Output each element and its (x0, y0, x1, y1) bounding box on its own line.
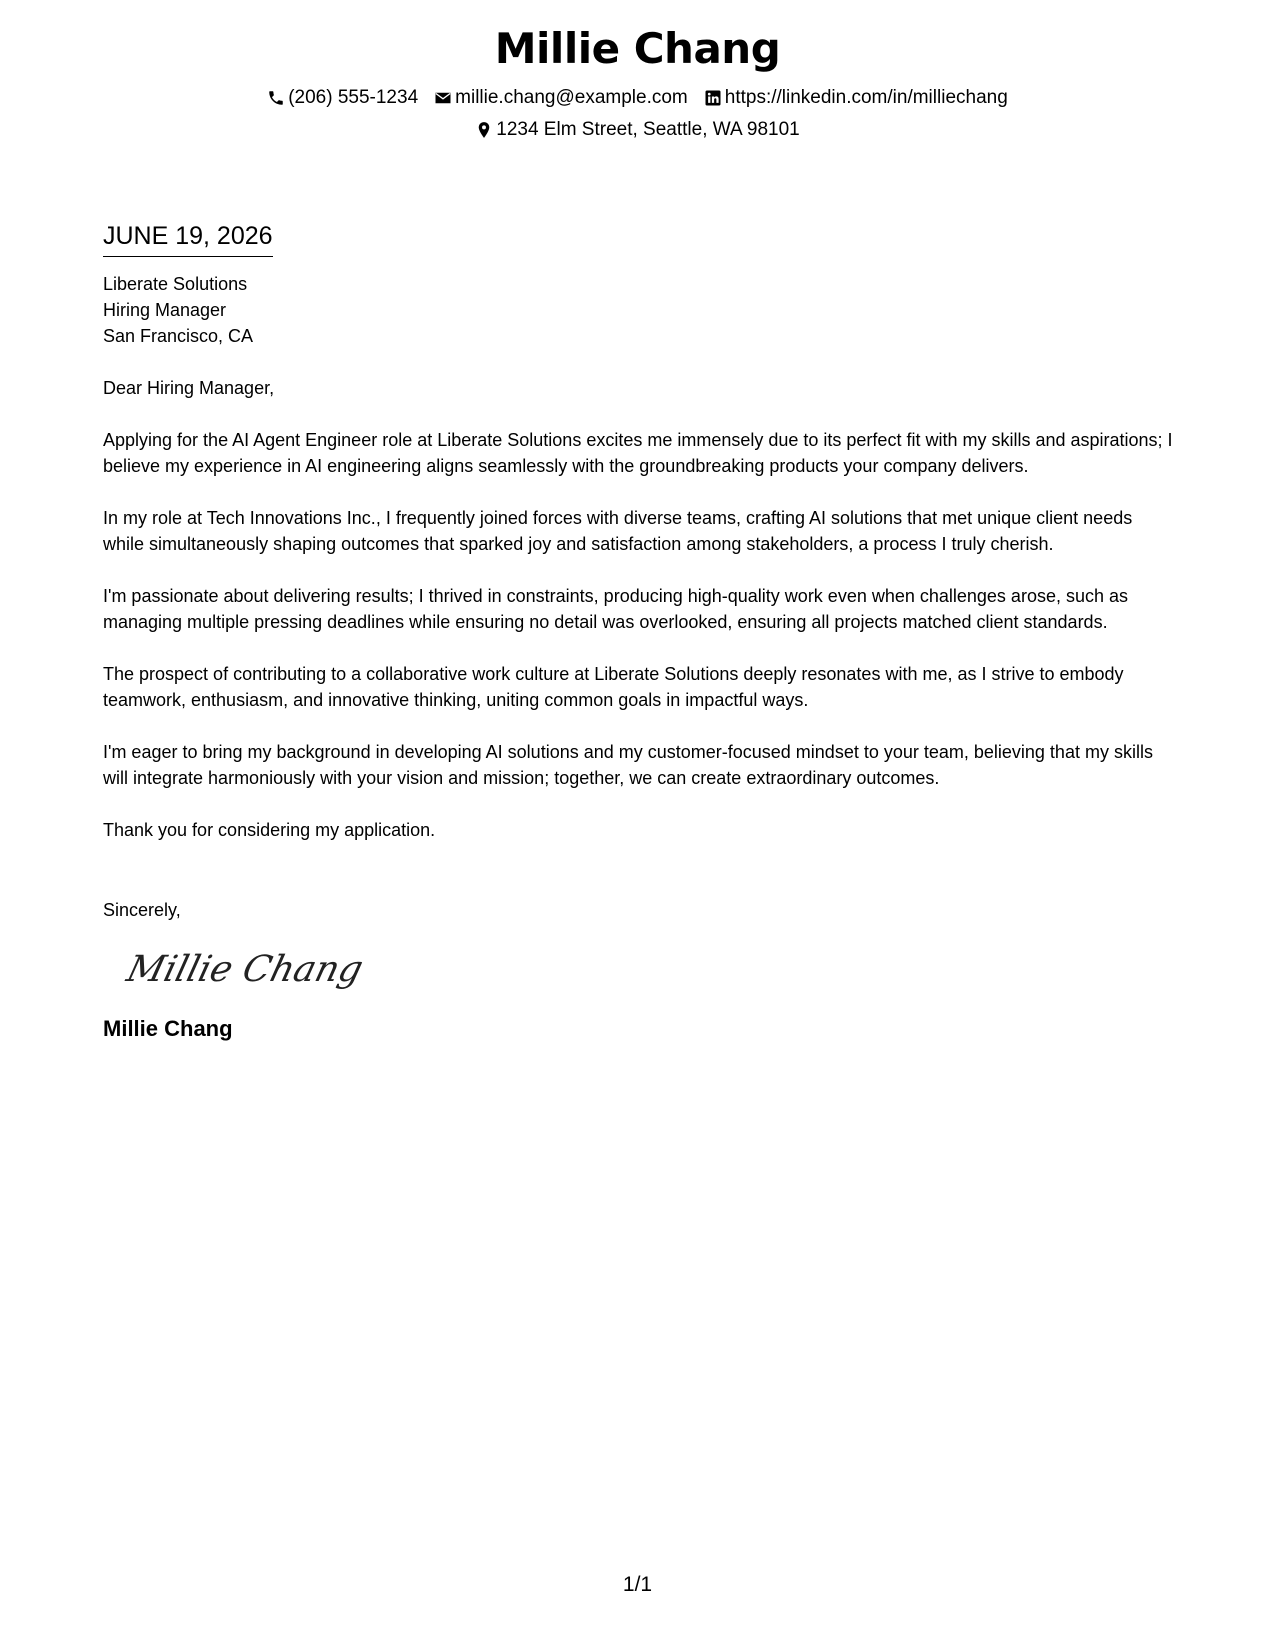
salutation: Dear Hiring Manager, (103, 378, 275, 398)
contact-address (475, 118, 799, 142)
recipient-location: San Francisco, CA (103, 326, 254, 346)
body-paragraph: I'm eager to bring my background in developing AI solutions and my customer-focused mindset to your team, believing that my skills will integrate harmoniously with your vision and mission; together, we can create extraordinary outcomes. (103, 742, 1153, 788)
letter-header (0, 0, 1275, 142)
signer-name: Millie Chang (103, 1016, 233, 1041)
recipient-company: Liberate Solutions (103, 274, 248, 294)
email-address[interactable]: millie.chang@example.com (455, 87, 688, 108)
body-paragraph: In my role at Tech Innovations Inc., I frequently joined forces with diverse teams, crafting AI solutions that met unique client needs while simultaneously shaping outcomes that sparked joy and satisfaction among stakeholders, a process I truly cherish. (103, 508, 1133, 554)
phone-icon (267, 89, 285, 107)
contact-linkedin[interactable] (704, 86, 1008, 110)
recipient-block (103, 271, 1178, 349)
letter-date: JUNE 19, 2026 (103, 220, 273, 257)
linkedin-url[interactable]: https://linkedin.com/in/milliechang (724, 87, 1008, 108)
signature-image (122, 941, 368, 995)
body-paragraph: The prospect of contributing to a collaborative work culture at Liberate Solutions deeply resonates with me, as I strive to embody teamwork, enthusiasm, and innovative thinking, uniting common goals in impactful ways. (103, 664, 1124, 710)
thank-you-line: Thank you for considering my application. (103, 820, 436, 840)
envelope-icon (434, 89, 452, 107)
signature-text: Millie Chang (122, 947, 368, 990)
letter-body (103, 220, 1178, 1043)
body-paragraph: Applying for the AI Agent Engineer role at Liberate Solutions excites me immensely due to its perfect fit with my skills and aspirations; I believe my experience in AI engineering aligns seamlessly with the groundbreaking products your company delivers. (103, 430, 1173, 476)
map-marker-icon (475, 121, 493, 139)
contact-line (0, 86, 1275, 110)
handwritten-signature (122, 941, 1178, 995)
address-line (0, 118, 1275, 142)
street-address: 1234 Elm Street, Seattle, WA 98101 (496, 119, 800, 140)
closing-line: Sincerely, (103, 900, 181, 920)
recipient-title: Hiring Manager (103, 300, 227, 320)
applicant-name: Millie Chang (494, 24, 781, 73)
contact-phone (267, 86, 418, 110)
phone-number: (206) 555-1234 (288, 87, 419, 108)
body-paragraph: I'm passionate about delivering results; I thrived in constraints, producing high-quality work even when challenges arose, such as managing multiple pressing deadlines while ensuring no detail was overlooked, ensuring all projects matched client standards. (103, 586, 1128, 632)
contact-email[interactable] (434, 86, 688, 110)
linkedin-icon (704, 89, 722, 107)
page-number: 1/1 (622, 1573, 653, 1596)
